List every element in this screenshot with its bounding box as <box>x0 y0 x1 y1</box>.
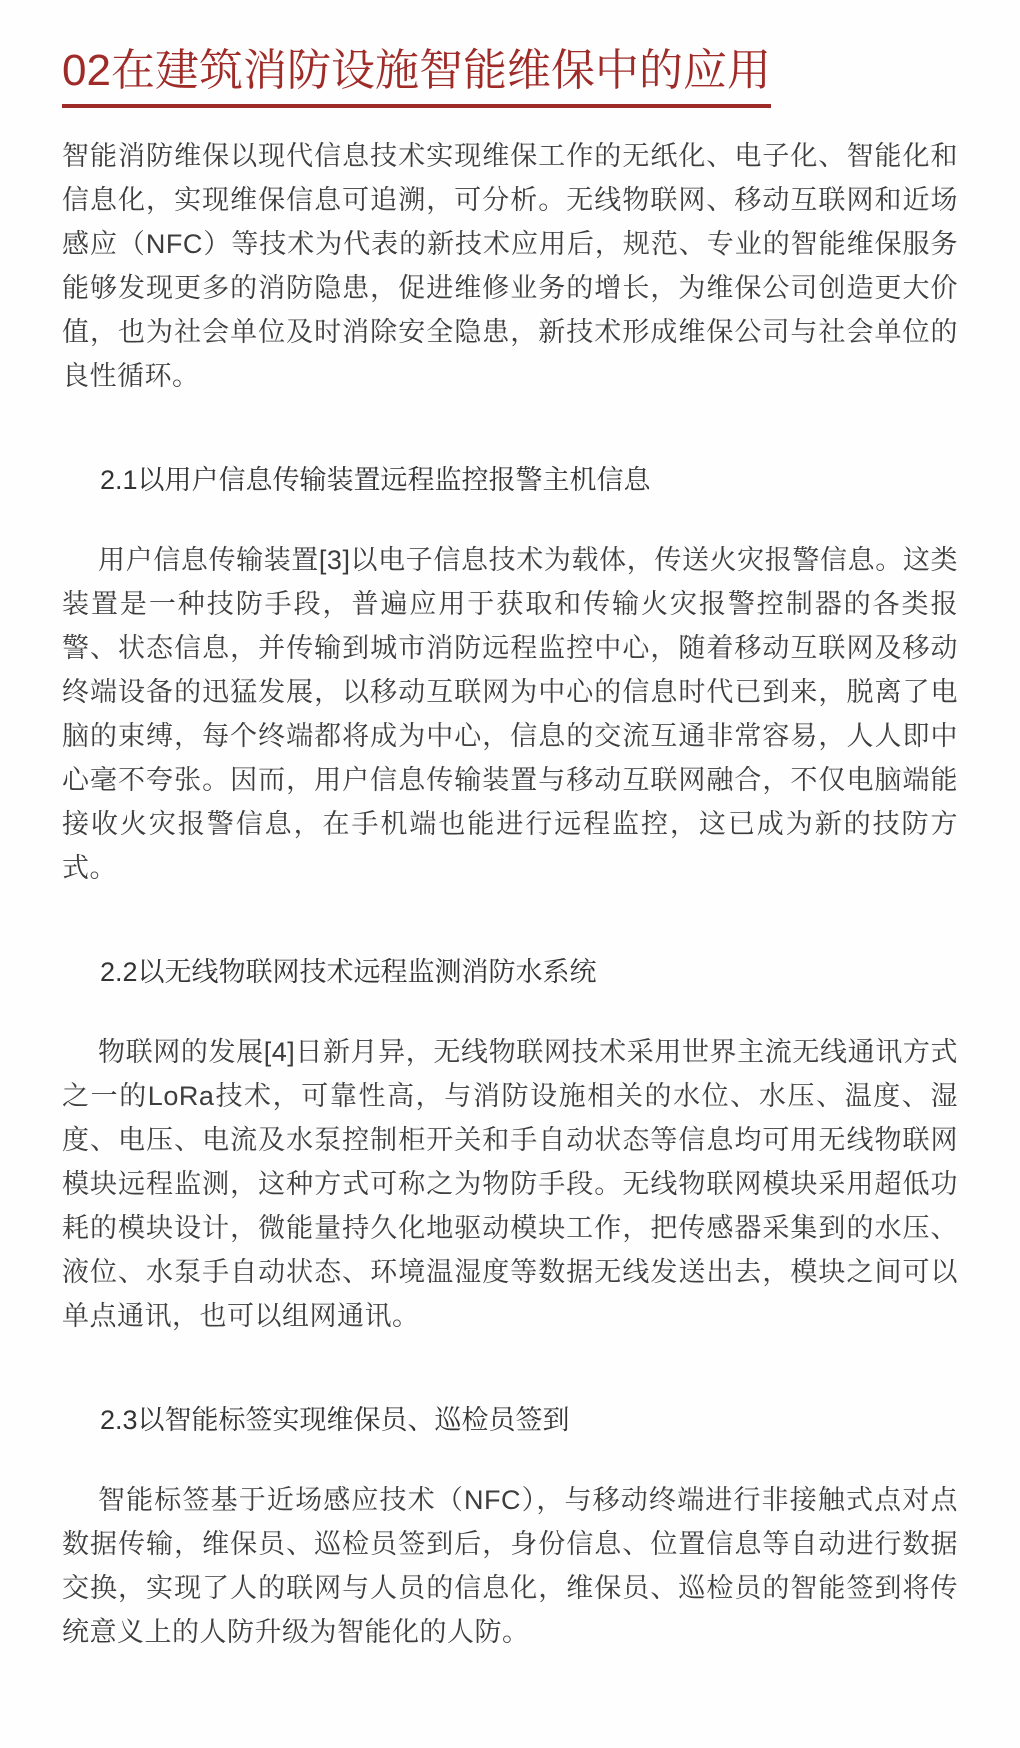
section-body-2-3: 智能标签基于近场感应技术（NFC），与移动终端进行非接触式点对点数据传输，维保员、巡检员签到后，身份信息、位置信息等自动进行数据交换，实现了人的联网与人员的信息化，维保员、巡检员的智能签到将传统意义上的人防升级为智能化的人防。 <box>62 1484 958 1647</box>
section-2-3 <box>62 1398 958 1654</box>
section-2-1 <box>62 458 958 890</box>
section-body-2-1: 用户信息传输装置[3]以电子信息技术为载体，传送火灾报警信息。这类装置是一种技防手段，普遍应用于获取和传输火灾报警控制器的各类报警、状态信息，并传输到城市消防远程监控中心，随着移动互联网及移动终端设备的迅猛发展，以移动互联网为中心的信息时代已到来，脱离了电脑的束缚，每个终端都将成为中心，信息的交流互通非常容易，人人即中心毫不夸张。因而，用户信息传输装置与移动互联网融合，不仅电脑端能接收火灾报警信息，在手机端也能进行远程监控，这已成为新的技防方式。 <box>62 544 958 883</box>
section-heading-2-1: 2.1以用户信息传输装置远程监控报警主机信息 <box>100 464 651 495</box>
section-body-2-2: 物联网的发展[4]日新月异，无线物联网技术采用世界主流无线通讯方式之一的LoRa技术，可靠性高，与消防设施相关的水位、水压、温度、湿度、电压、电流及水泵控制柜开关和手自动状态等信息均可用无线物联网模块远程监测，这种方式可称之为物防手段。无线物联网模块采用超低功耗的模块设计，微能量持久化地驱动模块工作，把传感器采集到的水压、液位、水泵手自动状态、环境温湿度等数据无线发送出去，模块之间可以单点通讯，也可以组网通讯。 <box>62 1036 958 1331</box>
page-title-text: 02在建筑消防设施智能维保中的应用 <box>62 46 771 108</box>
page-title <box>62 46 958 108</box>
section-heading-2-2: 2.2以无线物联网技术远程监测消防水系统 <box>100 956 597 987</box>
section-2-2 <box>62 950 958 1338</box>
section-heading-2-3: 2.3以智能标签实现维保员、巡检员签到 <box>100 1404 570 1435</box>
intro-paragraph: 智能消防维保以现代信息技术实现维保工作的无纸化、电子化、智能化和信息化，实现维保信息可追溯，可分析。无线物联网、移动互联网和近场感应（NFC）等技术为代表的新技术应用后，规范、专业的智能维保服务能够发现更多的消防隐患，促进维修业务的增长，为维保公司创造更大价值，也为社会单位及时消除安全隐患，新技术形成维保公司与社会单位的良性循环。 <box>62 140 958 391</box>
